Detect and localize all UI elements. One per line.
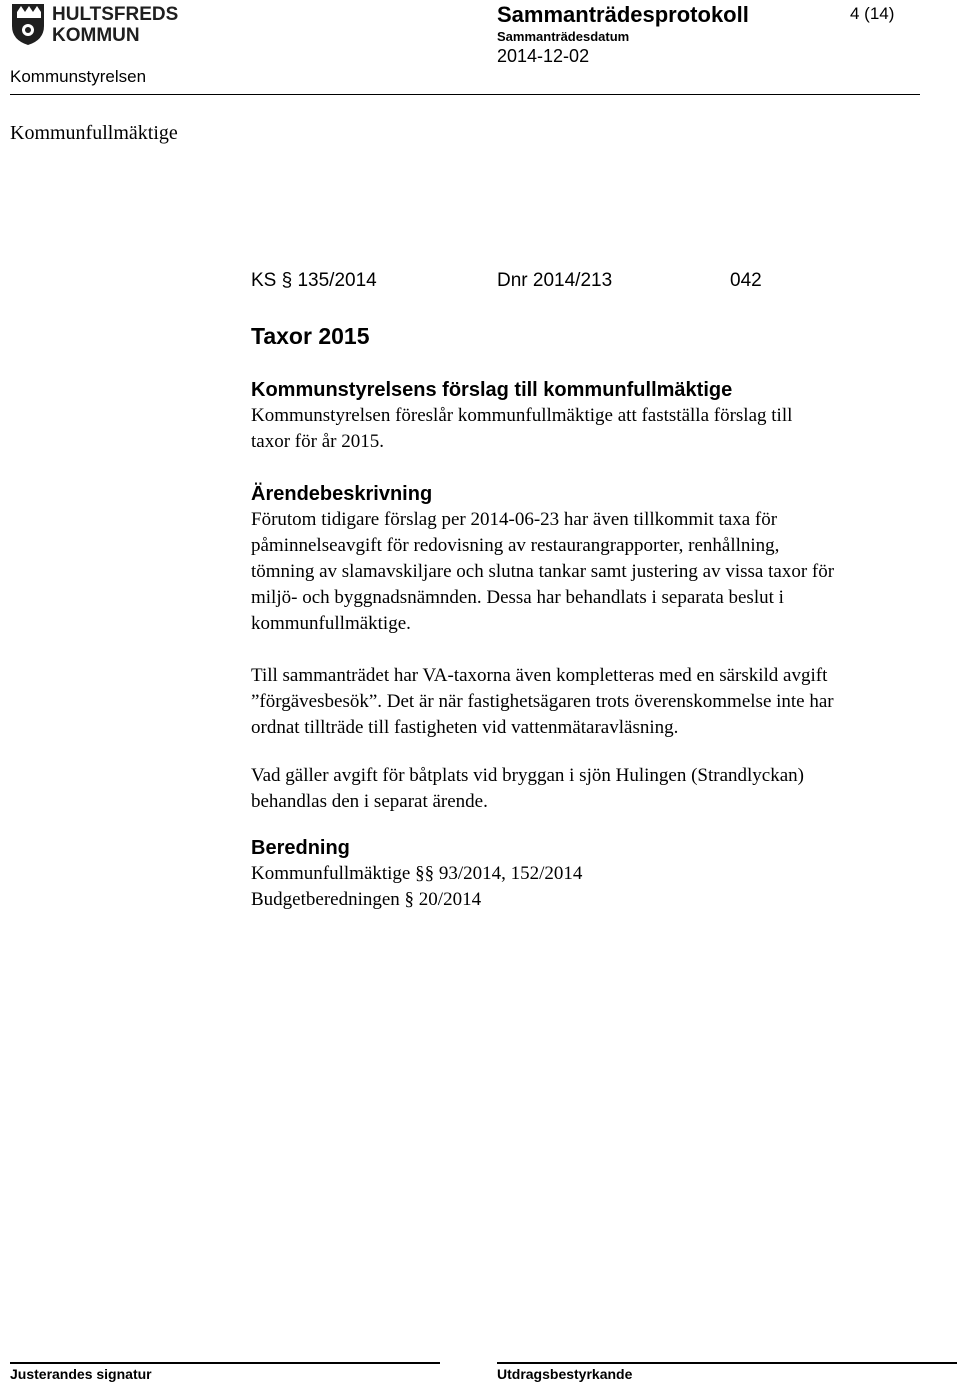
case-title: Taxor 2015	[251, 323, 370, 349]
description-paragraph-1: Förutom tidigare förslag per 2014-06-23 har även tillkommit taxa för påminnelseavgift för redovisning av restaurangrapporter, renhållning, tömning av slamavskiljare och slutna tankar samt justering av vissa taxor för miljö- och byggnadsnämnden. Dessa har behandlats i separata beslut i kommunfullmäktige.	[251, 509, 835, 634]
proposal-heading: Kommunstyrelsens förslag till kommunfullmäktige	[251, 379, 733, 401]
description-section	[251, 481, 931, 637]
certification-label: Utdragsbestyrkande	[497, 1366, 633, 1382]
document-title: Sammanträdesprotokoll	[497, 2, 749, 27]
meeting-date-label: Sammanträdesdatum	[497, 29, 630, 44]
case-reference	[251, 270, 762, 292]
coat-of-arms-icon	[10, 0, 180, 46]
description-paragraph-2: Till sammanträdet har VA-taxorna även kompletteras med en särskild avgift ”förgävesbesök”. Det är när fastighetsägaren trots överenskommelse inte har ordnat tillträde till fastigheten vid vattenmätaravläsning.	[251, 665, 834, 738]
description-paragraph-3: Vad gäller avgift för båtplats vid bryggan i sjön Hulingen (Strandlyckan) behandlas den i separat ärende.	[251, 765, 804, 812]
municipality-logo	[10, 0, 180, 46]
proposal-section	[251, 377, 931, 455]
ks-paragraph-ref: KS § 135/2014	[251, 270, 377, 291]
proposal-text: Kommunstyrelsen föreslår kommunfullmäktige att fastställa förslag till taxor för år 2015.	[251, 405, 793, 452]
preparation-section	[251, 835, 931, 913]
preparation-line-1: Kommunfullmäktige §§ 93/2014, 152/2014	[251, 863, 583, 884]
logo-text-line1: HULTSFREDS	[52, 4, 179, 25]
signature-line	[10, 1362, 440, 1364]
description-heading: Ärendebeskrivning	[251, 483, 433, 505]
recipient: Kommunfullmäktige	[10, 122, 178, 144]
description-paragraph-3-wrap	[251, 763, 931, 815]
signature-label: Justerandes signatur	[10, 1366, 152, 1382]
organization-name: Kommunstyrelsen	[10, 67, 147, 86]
logo-text-line2: KOMMUN	[52, 25, 140, 46]
description-paragraph-2-wrap	[251, 663, 931, 741]
registration-number: Dnr 2014/213	[497, 270, 613, 291]
certification-line	[497, 1362, 957, 1364]
classification-code: 042	[730, 270, 762, 291]
header-divider	[10, 94, 920, 95]
meeting-date-value: 2014-12-02	[497, 46, 590, 66]
preparation-heading: Beredning	[251, 837, 350, 859]
preparation-line-2: Budgetberedningen § 20/2014	[251, 889, 482, 910]
page-number: 4 (14)	[850, 4, 895, 23]
